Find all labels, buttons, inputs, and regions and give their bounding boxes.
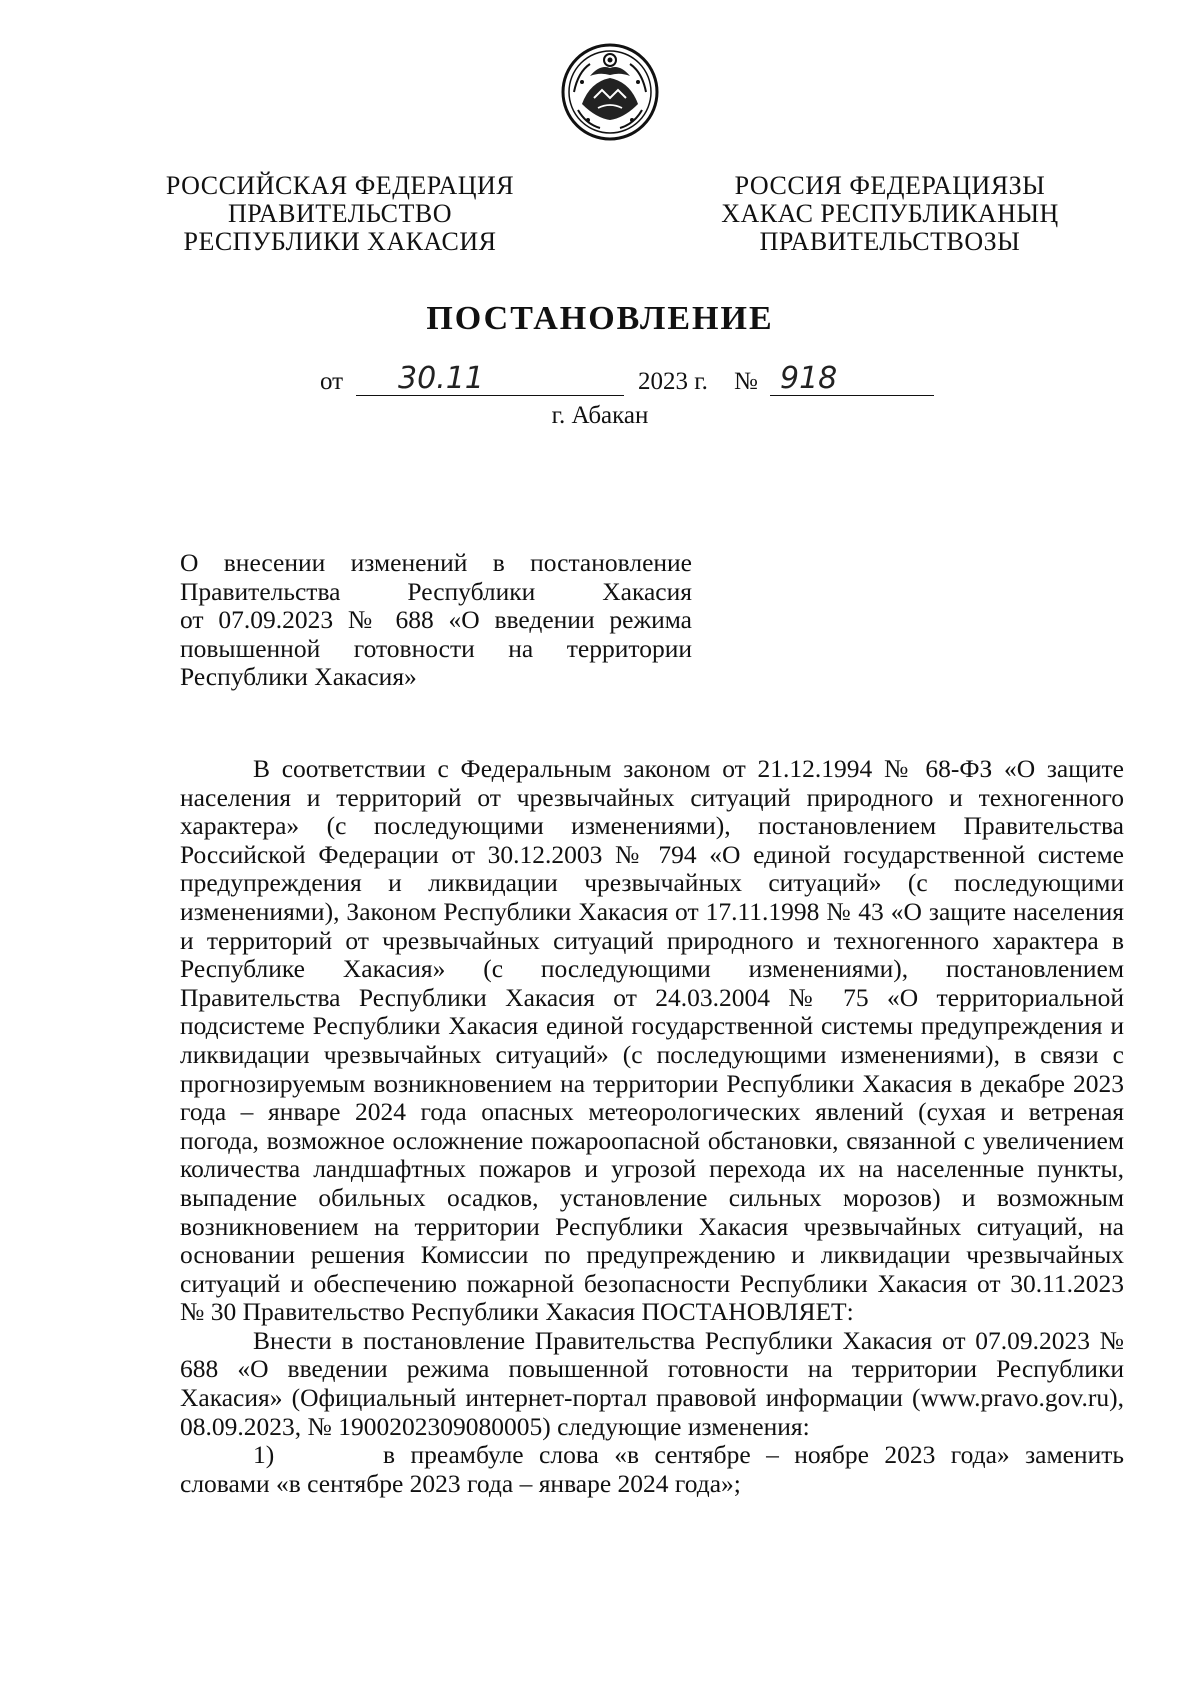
document-title: ПОСТАНОВЛЕНИЕ: [426, 300, 774, 337]
header-left-line-1: РОССИЙСКАЯ ФЕДЕРАЦИЯ: [165, 171, 515, 200]
header-khakas: [700, 172, 1080, 256]
subject-line-2: Правительства Республики Хакасия: [180, 576, 692, 606]
coat-of-arms-emblem: [560, 42, 660, 142]
subject-line-1: О внесении изменений в постановление: [180, 548, 692, 577]
number-sign: №: [734, 368, 758, 395]
subject-line-4: повышенной готовности на территории: [180, 633, 692, 663]
item-text: в преамбуле слова «в сентябре – ноябре 2023 года» заменить словами «в сентябре 2023 года – январе 2024 года»;: [180, 1440, 1124, 1498]
preamble-paragraph: В соответствии с Федеральным законом от 21.12.1994 № 68-ФЗ «О защите населения и территорий от чрезвычайных ситуаций природного и техногенного характера» (с последующими изменениями), постановлением Правительства Российской Федерации от 30.12.2003 № 794 «О единой государственной системе предупреждения и ликвидации чрезвычайных ситуаций» (с последующими изменениями), Законом Республики Хакасия от 17.11.1998 № 43 «О защите населения и территорий от чрезвычайных ситуаций природного и техногенного характера в Республике Хакасия» (с последующими изменениями), постановлением Правительства Республики Хакасия от 24.03.2004 № 75 «О территориальной подсистеме Республики Хакасия единой государственной системы предупреждения и ликвидации чрезвычайных ситуаций» (с последующими изменениями), в связи с прогнозируемым возникновением на территории Республики Хакасия в декабре 2023 года – январе 2024 года опасных метеорологических явлений (сухая и ветреная погода, возможное осложнение пожароопасной обстановки, связанной с увеличением количества ландшафтных пожаров и угрозой перехода их на населенные пункты, выпадение обильных осадков, установление сильных морозов) и возможным возникновением на территории Республики Хакасия чрезвычайных ситуаций, на основании решения Комиссии по предупреждению и ликвидации чрезвычайных ситуаций и обеспечению пожарной безопасности Республики Хакасия от 30.11.2023 № 30 Правительство Республики Хакасия ПОСТАНОВЛЯЕТ:: [180, 754, 1124, 1327]
year-label: 2023 г.: [638, 368, 708, 395]
subject-line-3: от 07.09.2023 № 688 «О введении режима: [180, 605, 692, 635]
date-handwritten: 30.11: [398, 361, 484, 396]
header-right-line-3: ПРАВИТЕЛЬСТВОЗЫ: [759, 227, 1021, 256]
item-number: 1): [253, 1440, 275, 1470]
city-name: г. Абакан: [551, 402, 649, 429]
date-underline: [356, 395, 624, 396]
subject-line-5: Республики Хакасия»: [180, 662, 417, 692]
subject-block: [180, 549, 692, 692]
header-left-line-3: РЕСПУБЛИКИ ХАКАСИЯ: [183, 227, 497, 256]
header-right-line-2: ХАКАС РЕСПУБЛИКАНЫҢ: [721, 199, 1059, 228]
header-right-line-1: РОССИЯ ФЕДЕРАЦИЯЗЫ: [734, 171, 1046, 200]
document-body: [180, 755, 1124, 1498]
header-left-line-2: ПРАВИТЕЛЬСТВО: [228, 199, 452, 228]
date-number-line: [320, 362, 940, 402]
number-handwritten: 918: [780, 361, 838, 396]
amendment-item: [180, 1441, 1124, 1498]
header-russian: [150, 172, 530, 256]
date-from-label: от: [320, 368, 344, 395]
intro-paragraph: Внести в постановление Правительства Республики Хакасия от 07.09.2023 № 688 «О введении режима повышенной готовности на территории Республики Хакасия» (Официальный интернет-портал правовой информации (www.pravo.gov.ru), 08.09.2023, № 1900202309080005) следующие изменения:: [180, 1325, 1124, 1441]
